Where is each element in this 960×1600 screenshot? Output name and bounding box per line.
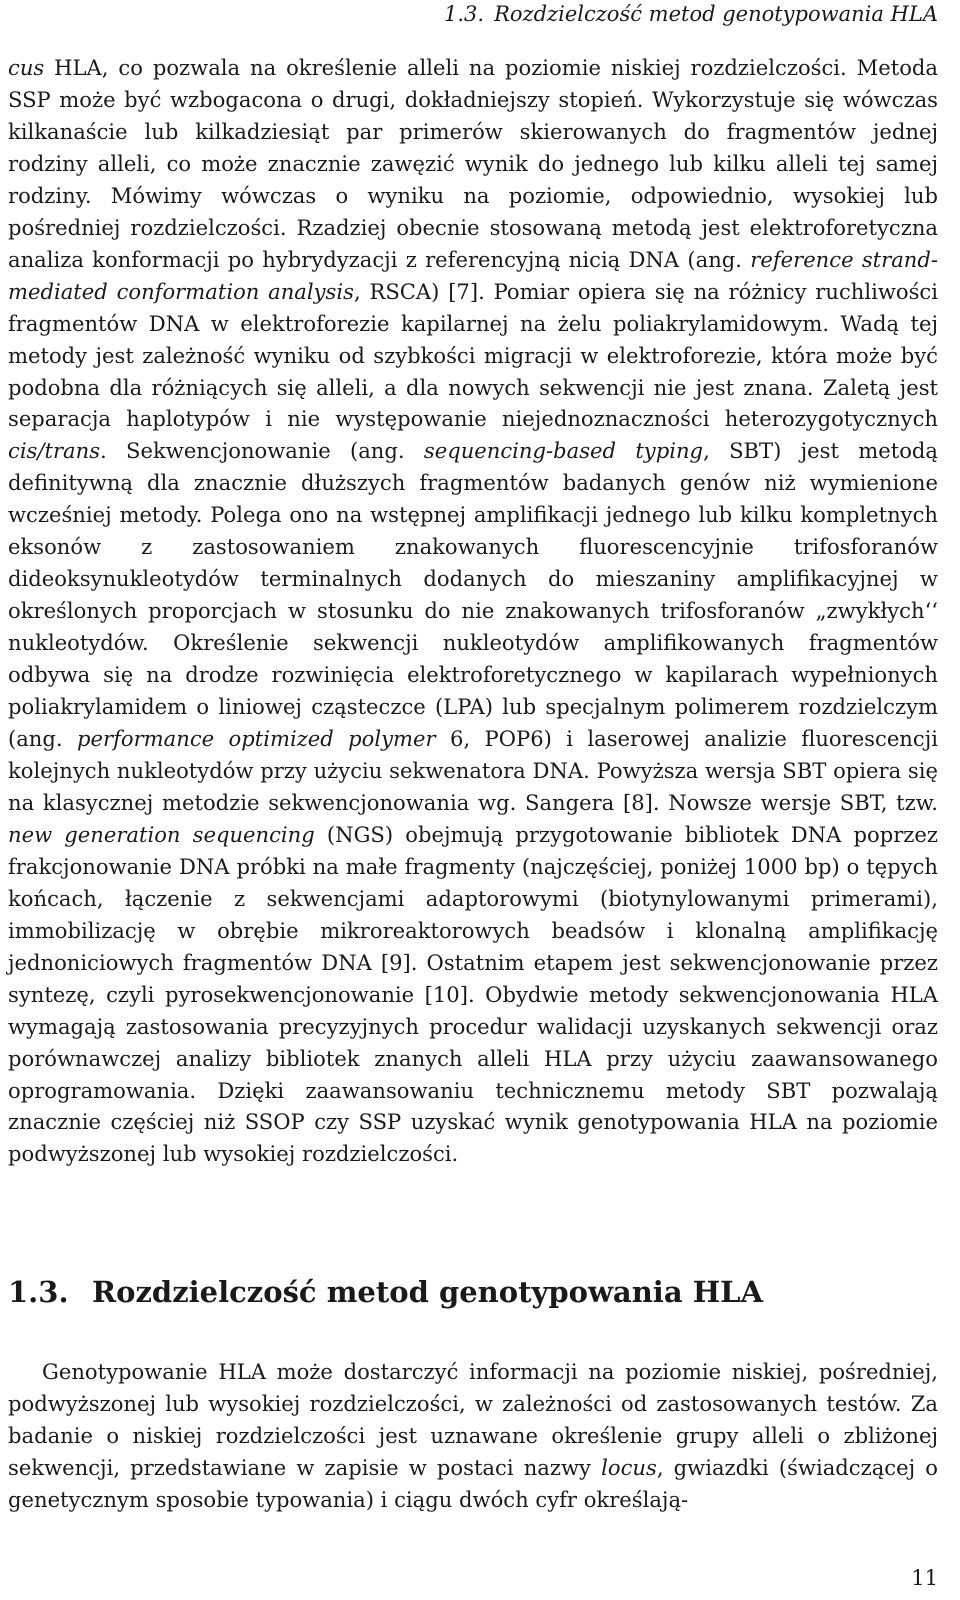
section-body-text: [8, 1356, 938, 1516]
paragraph-text: (NGS) obejmują przygotowanie bibliotek DNA poprzez frakcjonowanie DNA próbki na małe fragmenty (najczęściej, poniżej 1000 bp) o tępych końcach, łączenie z sekwencjami adaptorowymi (biotynylowanymi primerami), immobilizację w obrębie mikroreaktorowych beadsów i klonalną amplifikację jednoniciowych fragmentów DNA [9]. Ostatnim etapem jest sekwencjonowanie przez syntezę, czyli pyrosekwencjonowanie [10]. Obydwie metody sekwencjonowania HLA wymagają zastosowania precyzyjnych procedur walidacji uzyskanych sekwencji oraz porównawczej analizy bibliotek znanych alleli HLA przy użyciu zaawansowanego oprogramowania. Dzięki zaawansowaniu technicznemu metody SBT pozwalają znacznie częściej niż SSOP czy SSP uzyskać wynik genotypowania HLA na poziomie podwyższonej lub wysokiej rozdzielczości.: [8, 821, 938, 1167]
paragraph-text: HLA, co pozwala na określenie alleli na poziomie niskiej rozdzielczości. Metoda SSP może być wzbogacona o drugi, dokładniejszy stopień. Wykorzystuje się wówczas kilkanaście lub kilkadziesiąt par primerów skierowanych do fragmentów jednej rodziny alleli, co może znacznie zawęzić wynik do jednego lub kilku alleli tej samej rodziny. Mówimy wówczas o wyniku na poziomie, odpowiednio, wysokiej lub pośredniej rozdzielczości. Rzadziej obecnie stosowaną metodą jest elektroforetyczna analiza konformacji po hybrydyzacji z referencyjną nicią DNA (ang.: [8, 55, 938, 272]
section-heading: [8, 1272, 938, 1312]
section-number: 1.3.: [8, 1275, 69, 1309]
running-header-section-title: Rozdzielczość metod genotypowania HLA: [494, 2, 938, 26]
page-number: 11: [911, 1566, 938, 1590]
italic-term: reference strand-mediated conformation analysis: [8, 246, 938, 304]
italic-term: locus: [601, 1454, 657, 1480]
italic-term: performance optimized polymer: [77, 726, 436, 752]
section-title: Rozdzielczość metod genotypowania HLA: [92, 1275, 763, 1309]
paragraph-text: Genotypowanie HLA może dostarczyć informacji na poziomie niskiej, pośredniej, podwyższonej lub wysokiej rozdzielczości, w zależności od zastosowanych testów. Za badanie o niskiej rozdzielczości jest uznawane określenie grupy alleli o zbliżonej sekwencji, przedstawiane w zapisie w postaci nazwy: [8, 1359, 938, 1480]
paragraph-text: . Sekwencjonowanie (ang.: [100, 438, 424, 464]
italic-term: sequencing-based typing: [423, 438, 704, 464]
body-text: [8, 52, 938, 1170]
italic-term: new generation sequencing: [8, 821, 315, 847]
paragraph-text: , RSCA) [7]. Pomiar opiera się na różnicy ruchliwości fragmentów DNA w elektroforezie kapilarnej na żelu poliakrylamidowym. Wadą tej metody jest zależność wyniku od szybkości migracji w elektroforezie, która może być podobna dla różniących się alleli, a dla nowych sekwencji nie jest znana. Zaletą jest separacja haplotypów i nie występowanie niejednoznaczności heterozygotycznych: [8, 278, 938, 432]
running-header-section-number: 1.3.: [444, 2, 485, 26]
paragraph: [8, 52, 938, 1170]
paragraph: [8, 1356, 938, 1516]
italic-term: cus: [8, 55, 45, 80]
paragraph-text: , SBT) jest metodą definitywną dla znacznie dłuższych fragmentów badanych genów niż wymienione wcześniej metody. Polega ono na wstępnej amplifikacji jednego lub kilku kompletnych eksonów z zastosowaniem znakowanych fluorescencyjnie trifosforanów dideoksynukleotydów terminalnych dodanych do mieszaniny amplifikacyjnej w określonych proporcjach w stosunku do nie znakowanych trifosforanów „zwykłych‘‘ nukleotydów. Określenie sekwencji nukleotydów amplifikowanych fragmentów odbywa się na drodze rozwinięcia elektroforetycznego w kapilarach wypełnionych poliakrylamidem o liniowej cząsteczce (LPA) lub specjalnym polimerem rozdzielczym (ang.: [8, 438, 938, 752]
running-header: [444, 2, 938, 26]
paragraph-text: , gwiazdki (świadczącej o genetycznym sposobie typowania) i ciągu dwóch cyfr określają-: [8, 1454, 938, 1512]
italic-term: cis/trans: [8, 438, 101, 464]
paragraph-text: 6, POP6) i laserowej analizie fluorescencji kolejnych nukleotydów przy użyciu sekwenatora DNA. Powyższa wersja SBT opiera się na klasycznej metodzie sekwencjonowania wg. Sangera [8]. Nowsze wersje SBT, tzw.: [8, 726, 938, 815]
